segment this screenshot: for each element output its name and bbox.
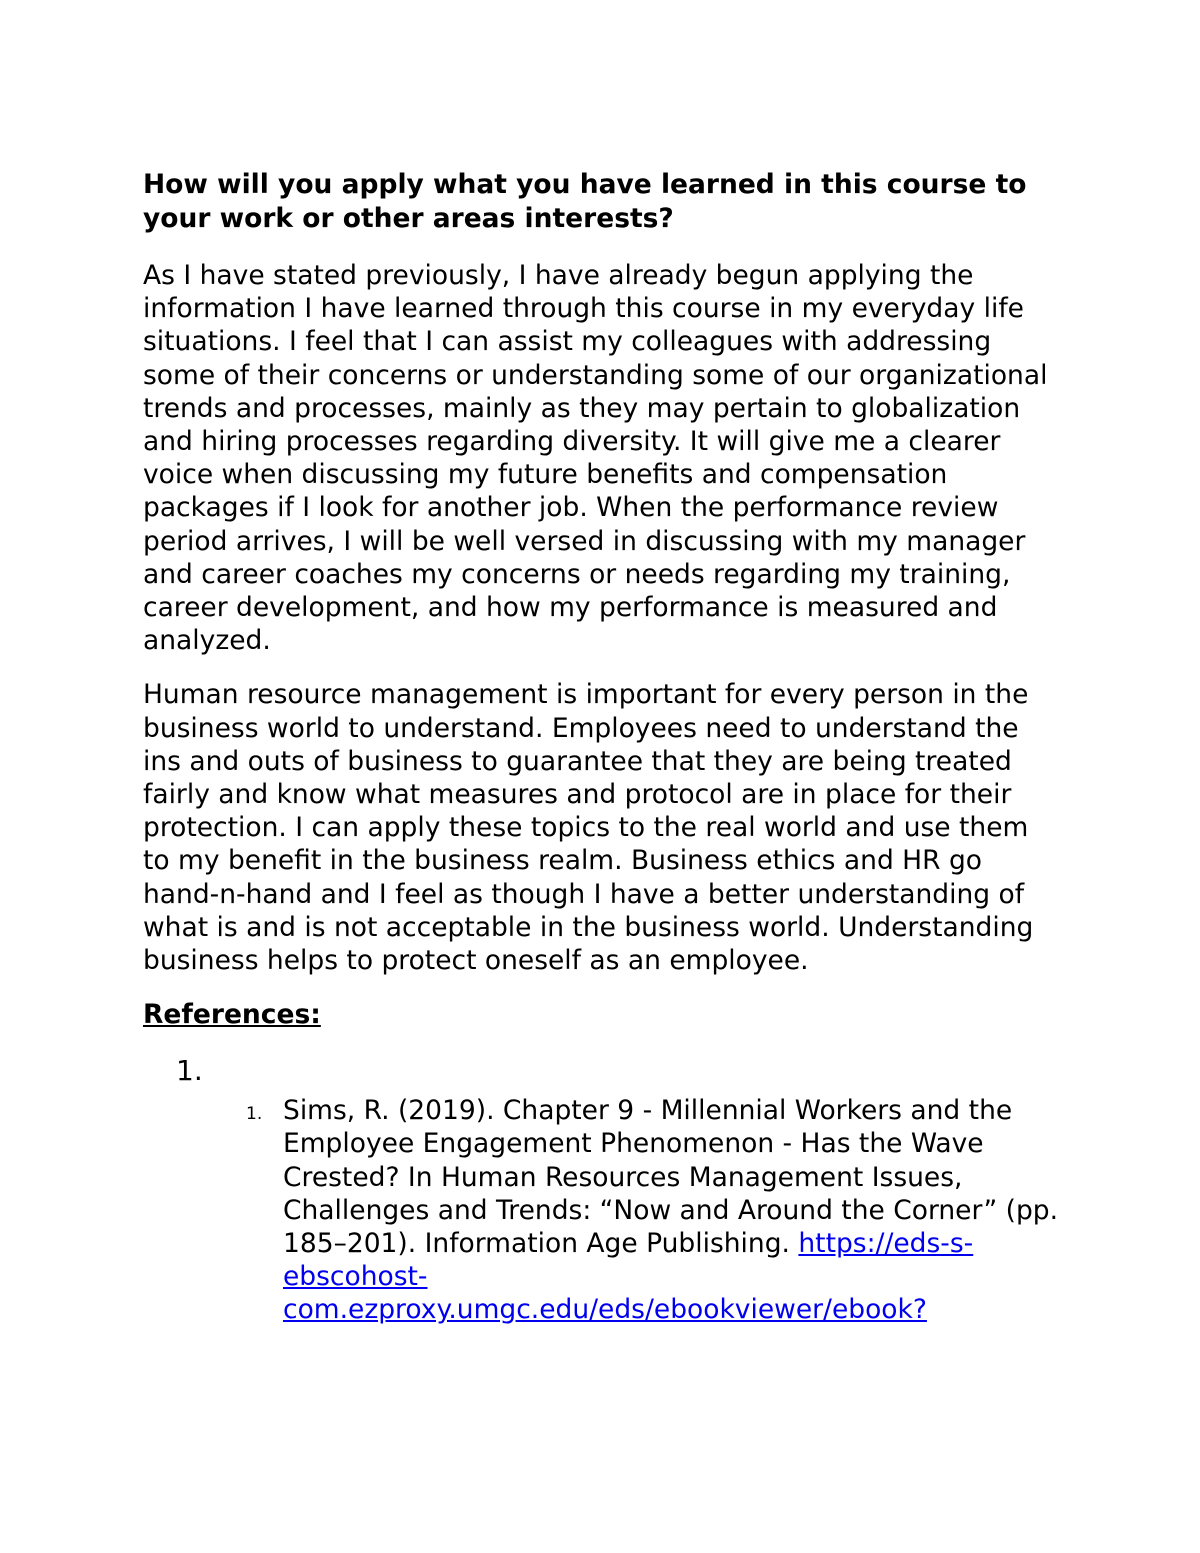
reference-text: Sims, R. (2019). Chapter 9 - Millennial Workers and the Employee Engagement Phenomenon - Has the Wave Crested? In Human Resources Management Issues, Challenges and Trends: “Now and Around the Corner” (pp. 185–201). Information Age Publishing.: [283, 1095, 1059, 1260]
reference-number: 1.: [246, 1104, 263, 1125]
reference-outer-list-item: [143, 1050, 1063, 1090]
outer-list-number: 1.: [176, 1054, 203, 1088]
body-paragraph-1: As I have stated previously, I have already begun applying the information I have learned through this course in my everyday life situations. I feel that I can assist my colleagues with addressing some of their concerns or understanding some of our organizational trends and processes, mainly as they may pertain to globalization and hiring processes regarding diversity. It will give me a clearer voice when discussing my future benefits and compensation packages if I look for another job. When the performance review period arrives, I will be well versed in discussing with my manager and career coaches my concerns or needs regarding my training, career development, and how my performance is measured and analyzed.: [143, 260, 1048, 657]
body-paragraph-2: Human resource management is important for every person in the business world to understand. Employees need to understand the ins and outs of business to guarantee that they are being treated fairly and know what measures and protocol are in place for their protection. I can apply these topics to the real world and use them to my benefit in the business realm. Business ethics and HR go hand-n-hand and I feel as though I have a better understanding of what is and is not acceptable in the business world. Understanding business helps to protect oneself as an employee.: [143, 679, 1034, 977]
question-heading: How will you apply what you have learned in this course to your work or other areas interests?: [143, 169, 1027, 234]
references-heading: References:: [143, 999, 321, 1031]
reference-link[interactable]: https://eds-s-ebscohost-com.ezproxy.umgc.edu/eds/ebookviewer/ebook?: [283, 1228, 974, 1326]
document-page: [143, 168, 1063, 1327]
reference-entry: [143, 1094, 1063, 1326]
